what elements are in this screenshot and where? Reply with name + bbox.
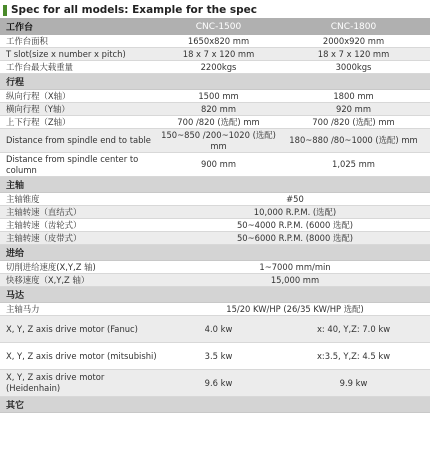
row-label: Distance from spindle center to column	[6, 153, 139, 175]
row-value: 15,000 mm	[270, 274, 320, 285]
row-value-a: 820 mm	[201, 103, 236, 114]
section-motor: 马达	[0, 287, 430, 303]
table-row	[0, 103, 430, 116]
row-label: 工作台最大载重量	[6, 61, 73, 72]
header-label: 工作台	[6, 23, 34, 33]
table-row	[0, 129, 430, 153]
row-label: X, Y, Z axis drive motor (Fanuc)	[6, 323, 138, 334]
row-label: X, Y, Z axis drive motor (Heidenhain)	[6, 372, 105, 393]
row-value-b: x: 40, Y,Z: 7.0 kw	[316, 323, 391, 334]
section-spindle: 主轴	[0, 177, 430, 193]
section-feed: 进给	[0, 245, 430, 261]
page-title-bar	[0, 2, 430, 18]
row-value: 15/20 KW/HP (26/35 KW/HP 选配)	[226, 303, 364, 314]
row-label: X, Y, Z axis drive motor (mitsubishi)	[6, 350, 157, 361]
row-label: Distance from spindle end to table	[6, 135, 151, 145]
row-value-b: 9.9 kw	[339, 377, 368, 388]
row-value: #50	[286, 193, 304, 204]
table-row	[0, 316, 430, 343]
row-value-a: 9.6 kw	[204, 377, 233, 388]
section-other: 其它	[0, 397, 430, 413]
table-row	[0, 35, 430, 48]
row-label: 纵向行程（X轴）	[6, 90, 71, 101]
row-value-a: 4.0 kw	[204, 323, 233, 334]
row-value-b: 1800 mm	[333, 90, 374, 101]
row-label: 上下行程（Z轴）	[6, 116, 71, 127]
header-model-b: CNC-1800	[330, 21, 377, 32]
table-row	[0, 261, 430, 274]
table-row	[0, 370, 430, 397]
row-value-b: 18 x 7 x 120 mm	[317, 48, 390, 59]
section-travel: 行程	[0, 74, 430, 90]
row-value-a: 700 /820 (选配) mm	[177, 116, 260, 127]
row-label: 横向行程（Y轴）	[6, 103, 70, 114]
table-row	[0, 274, 430, 287]
row-value-a: 900 mm	[201, 159, 236, 169]
row-label: 快移速度（X,Y,Z 轴）	[6, 274, 90, 285]
row-value: 1~7000 mm/min	[259, 261, 331, 272]
table-row	[0, 61, 430, 74]
row-label: 主轴转速（皮带式）	[6, 232, 82, 243]
row-value-a: 3.5 kw	[204, 350, 233, 361]
row-value-b: 2000x920 mm	[322, 35, 385, 46]
table-row	[0, 90, 430, 103]
row-value-b: 1,025 mm	[332, 159, 375, 169]
row-label: 工作台面积	[6, 35, 48, 46]
table-row	[0, 48, 430, 61]
row-value-a: 2200kgs	[200, 61, 237, 72]
row-value-b: 3000kgs	[335, 61, 372, 72]
table-row	[0, 193, 430, 206]
table-row	[0, 153, 430, 177]
row-value-a: 18 x 7 x 120 mm	[182, 48, 255, 59]
row-label: 切削进给速度(X,Y,Z 轴)	[6, 261, 96, 272]
page-title: Spec for all models: Example for the spec	[11, 4, 257, 16]
header-model-a: CNC-1500	[195, 21, 242, 32]
table-row	[0, 343, 430, 370]
row-value-a: 1650x820 mm	[187, 35, 250, 46]
row-value-b: x:3.5, Y,Z: 4.5 kw	[316, 350, 391, 361]
row-label: 主轴锥度	[6, 193, 40, 204]
row-label: 主轴转速（直结式）	[6, 206, 82, 217]
table-row	[0, 219, 430, 232]
row-value: 10,000 R.P.M. (选配)	[253, 206, 337, 217]
row-value-a: 150~850 /200~1020 (选配) mm	[161, 129, 276, 151]
row-label: T slot(size x number x pitch)	[6, 48, 126, 59]
table-row	[0, 232, 430, 245]
title-marker	[3, 5, 7, 16]
row-value-b: 920 mm	[336, 103, 371, 114]
row-label: 主轴马力	[6, 303, 40, 314]
row-value: 50~4000 R.P.M. (6000 选配)	[236, 219, 354, 230]
table-header	[0, 18, 430, 35]
table-row	[0, 303, 430, 316]
table-row	[0, 206, 430, 219]
spec-table	[0, 18, 430, 413]
row-value-a: 1500 mm	[198, 90, 239, 101]
table-row	[0, 116, 430, 129]
row-value-b: 700 /820 (选配) mm	[312, 116, 395, 127]
row-value: 50~6000 R.P.M. (8000 选配)	[236, 232, 354, 243]
row-value-b: 180~880 /80~1000 (选配) mm	[289, 135, 418, 145]
row-label: 主轴转速（齿轮式）	[6, 219, 82, 230]
